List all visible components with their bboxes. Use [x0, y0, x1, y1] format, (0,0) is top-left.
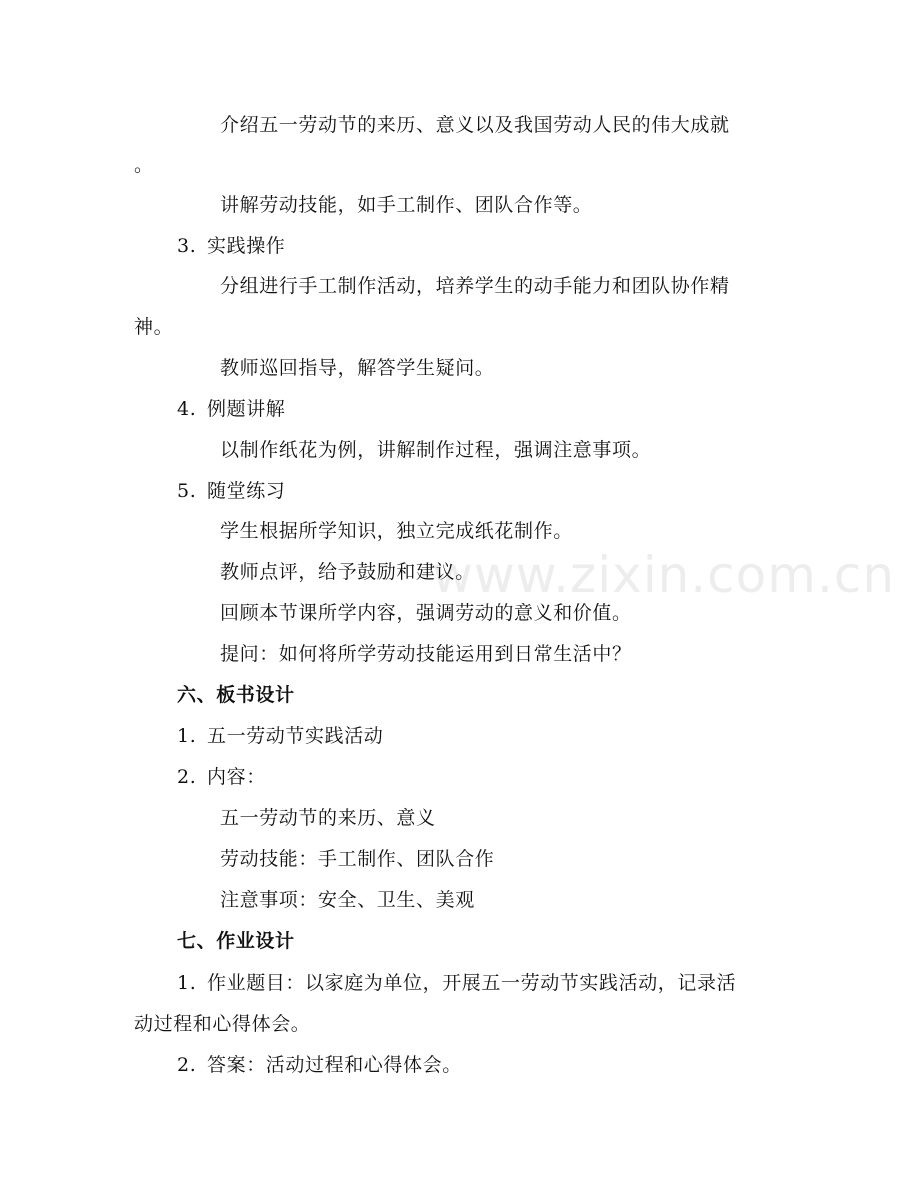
paragraph-line: 以制作纸花为例，讲解制作过程，强调注意事项。 — [220, 439, 652, 461]
paragraph-line: 教师巡回指导，解答学生疑问。 — [220, 357, 495, 379]
list-item — [177, 1052, 462, 1078]
paragraph-line: 分组进行手工制作活动，培养学生的动手能力和团队协作精 — [220, 275, 730, 297]
list-number: 5. — [177, 480, 197, 502]
paragraph-line: 教师点评，给予鼓励和建议。 — [220, 561, 475, 583]
list-number: 3. — [177, 235, 197, 257]
list-item — [177, 478, 285, 504]
list-item-label: 随堂练习 — [207, 480, 286, 502]
watermark: www.zixin.com.cn — [432, 546, 896, 604]
paragraph-line: 学生根据所学知识，独立完成纸花制作。 — [220, 520, 573, 542]
list-item-label: 五一劳动节实践活动 — [207, 725, 384, 747]
paragraph-line: 动过程和心得体会。 — [134, 1013, 311, 1035]
list-item-label: 例题讲解 — [207, 398, 286, 420]
list-item — [177, 970, 736, 996]
list-item — [177, 396, 285, 422]
list-item — [177, 233, 285, 259]
paragraph-line: 注意事项：安全、卫生、美观 — [220, 889, 475, 911]
list-item-label: 答案：活动过程和心得体会。 — [207, 1054, 462, 1076]
paragraph-line: 回顾本节课所学内容，强调劳动的意义和价值。 — [220, 602, 632, 624]
list-item-label: 作业题目：以家庭为单位，开展五一劳动节实践活动，记录活 — [207, 972, 737, 994]
list-item — [177, 764, 266, 790]
section-heading: 六、板书设计 — [177, 684, 295, 706]
section-heading: 七、作业设计 — [177, 930, 295, 952]
list-number: 2. — [177, 766, 197, 788]
paragraph-line: 神。 — [134, 316, 174, 338]
paragraph-line: 介绍五一劳动节的来历、意义以及我国劳动人民的伟大成就 — [220, 114, 730, 136]
list-number: 1. — [177, 972, 197, 994]
paragraph-line: 提问：如何将所学劳动技能运用到日常生活中？ — [220, 643, 632, 665]
list-item-label: 实践操作 — [207, 235, 286, 257]
paragraph-line: 。 — [134, 154, 154, 176]
paragraph-line: 讲解劳动技能，如手工制作、团队合作等。 — [220, 194, 593, 216]
list-item-label: 内容： — [207, 766, 266, 788]
list-item — [177, 723, 383, 749]
paragraph-line: 劳动技能：手工制作、团队合作 — [220, 848, 495, 870]
paragraph-line: 五一劳动节的来历、意义 — [220, 807, 436, 829]
list-number: 1. — [177, 725, 197, 747]
list-number: 4. — [177, 398, 197, 420]
list-number: 2. — [177, 1054, 197, 1076]
